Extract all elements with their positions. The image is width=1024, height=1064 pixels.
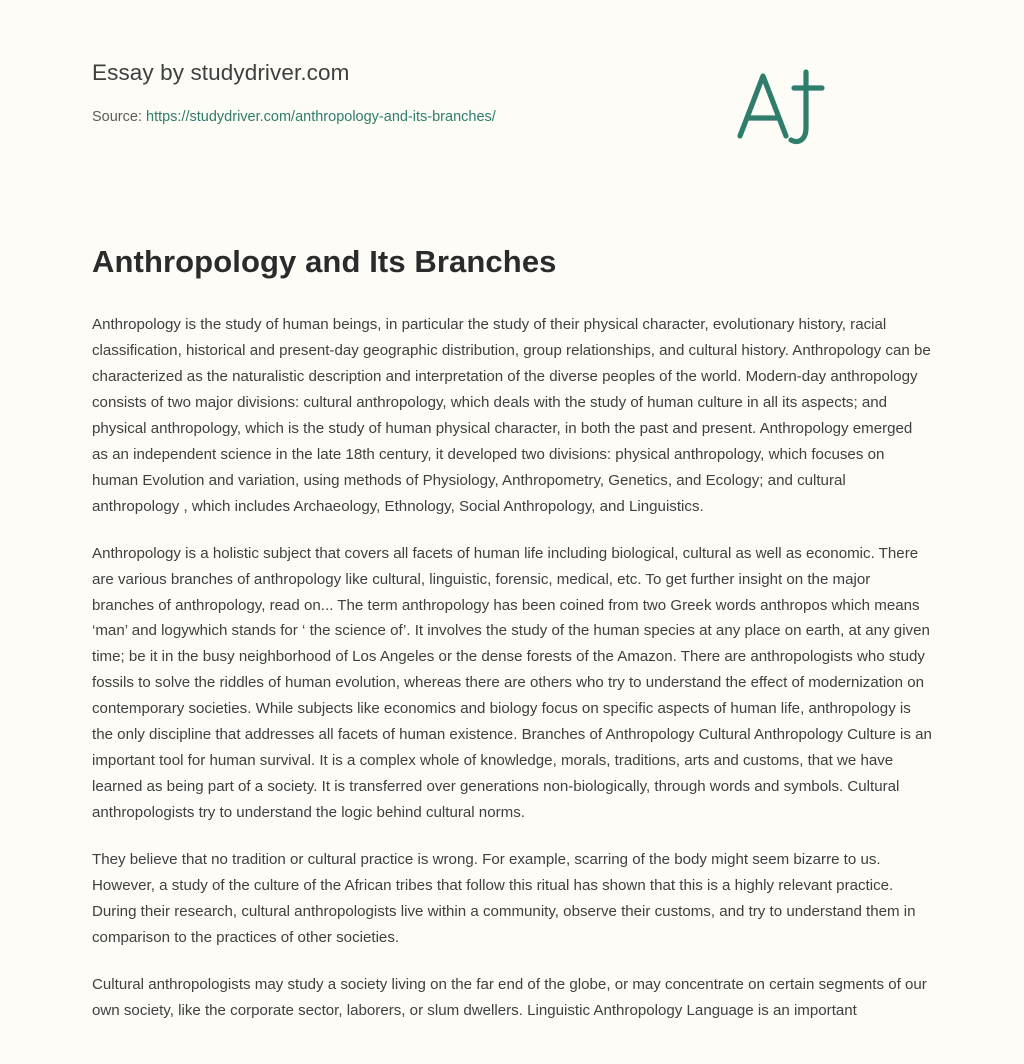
studydriver-logo-icon (730, 62, 840, 157)
document-body (92, 282, 932, 1024)
essay-by-prefix: Essay by (92, 60, 191, 85)
page-title: Anthropology and Its Branches (92, 244, 557, 280)
source-link[interactable]: https://studydriver.com/anthropology-and-its-branches/ (146, 109, 496, 126)
paragraph: Anthropology is the study of human beings, in particular the study of their physical character, evolutionary history, racial classification, historical and present-day geographic distribution, group relationships, and cultural history. Anthropology can be characterized as the naturalistic description and interpretation of the diverse peoples of the world. Modern-day anthropology consists of two major divisions: cultural anthropology, which deals with the study of human culture in all its aspects; and physical anthropology, which is the study of human physical character, in both the past and present. Anthropology emerged as an independent science in the late 18th century, it developed two divisions: physical anthropology, which focuses on human Evolution and variation, using methods of Physiology, Anthropometry, Genetics, and Ecology; and cultural anthropology , which includes Archaeology, Ethnology, Social Anthropology, and Linguistics. (92, 316, 931, 515)
bottom-spacer (92, 1024, 932, 1064)
paragraph: Anthropology is a holistic subject that covers all facets of human life including biological, cultural as well as economic. There are various branches of anthropology like cultural, linguistic, forensic, medical, etc. To get further insight on the major branches of anthropology, read on... The term anthropology has been coined from two Greek words anthropos which means ‘man’ and logywhich stands for ‘ the science of’. It involves the study of the human species at any place on earth, at any given time; be it in the busy neighborhood of Los Angeles or the dense forests of the Amazon. There are anthropologists who study fossils to solve the riddles of human evolution, whereas there are others who try to understand the effect of modernization on contemporary societies. While subjects like economics and biology focus on specific aspects of human life, anthropology is the only discipline that addresses all facets of human existence. Branches of Anthropology Cultural Anthropology Culture is an important tool for human survival. It is a complex whole of knowledge, morals, traditions, arts and customs, that we have learned as being part of a society. It is transferred over generations non-biologically, through words and symbols. Cultural anthropologists try to understand the logic behind cultural norms. (92, 544, 932, 822)
document-header (92, 0, 932, 125)
source-label: Source: (92, 109, 146, 126)
paragraph: Cultural anthropologists may study a society living on the far end of the globe, or may concentrate on certain segments of our own society, like the corporate sector, laborers, or slum dwellers. Linguistic Anthropology Language is an important (92, 975, 927, 1019)
paragraph: They believe that no tradition or cultural practice is wrong. For example, scarring of the body might seem bizarre to us. However, a study of the culture of the African tribes that follow this ritual has shown that this is a highly relevant practice. During their research, cultural anthropologists live within a community, observe their customs, and try to understand them in comparison to the practices of other societies. (92, 851, 916, 946)
brand-name: studydriver.com (190, 60, 350, 85)
